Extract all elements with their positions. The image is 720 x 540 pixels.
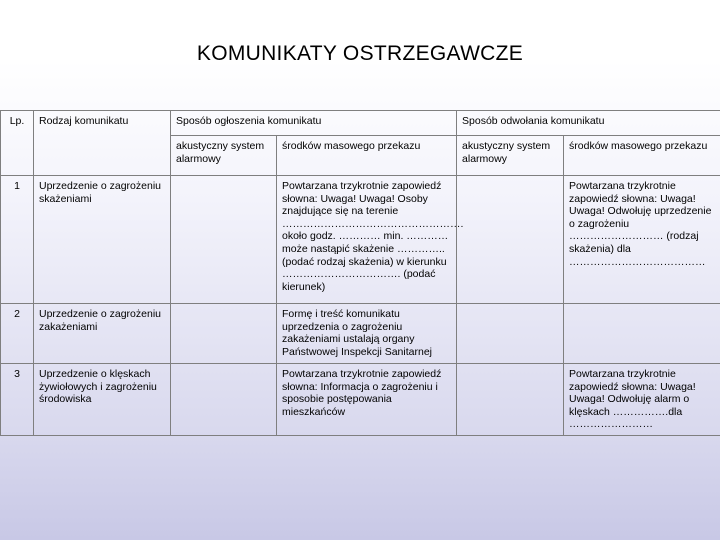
header-odw-akustyczny: akustyczny system alarmowy [457, 136, 564, 176]
table-row [1, 364, 720, 436]
page-title: KOMUNIKATY OSTRZEGAWCZE [196, 42, 524, 65]
row-odw-akustyczny [457, 364, 564, 436]
row-ogl-akustyczny [171, 176, 277, 304]
row-lp: 2 [1, 304, 34, 364]
header-ogl-akustyczny: akustyczny system alarmowy [171, 136, 277, 176]
row-rodzaj: Uprzedzenie o klęskach żywiołowych i zagrożeniu środowiska [34, 364, 171, 436]
header-ogloszenie: Sposób ogłoszenia komunikatu [171, 111, 457, 136]
row-ogl-akustyczny [171, 304, 277, 364]
row-rodzaj: Uprzedzenie o zagrożeniu skażeniami [34, 176, 171, 304]
header-odwolanie: Sposób odwołania komunikatu [457, 111, 720, 136]
row-ogl-srodki: Powtarzana trzykrotnie zapowiedź słowna: Uwaga! Uwaga! Osoby znajdujące się na terenie ……………………………………………. około godz. ………… min. ………… może nastąpić skażenie ………….. (podać rodzaj skażenia) w kierunku ……………………………. (podać kierunek) [277, 176, 457, 304]
row-lp: 3 [1, 364, 34, 436]
row-rodzaj: Uprzedzenie o zagrożeniu zakażeniami [34, 304, 171, 364]
warnings-table [0, 110, 720, 436]
row-ogl-srodki: Powtarzana trzykrotnie zapowiedź słowna: Informacja o zagrożeniu i sposobie postępowania mieszkańców [277, 364, 457, 436]
header-ogl-srodki: środków masowego przekazu [277, 136, 457, 176]
row-odw-akustyczny [457, 176, 564, 304]
row-ogl-srodki: Formę i treść komunikatu uprzedzenia o zagrożeniu zakażeniami ustalają organy Państwowej Inspekcji Sanitarnej [277, 304, 457, 364]
table-row [1, 176, 720, 304]
row-odw-akustyczny [457, 304, 564, 364]
row-odw-srodki: Powtarzana trzykrotnie zapowiedź słowna: Uwaga! Uwaga! Odwołuję uprzedzenie o zagrożeniu ……………………… (rodzaj skażenia) dla ………………………………… [564, 176, 720, 304]
header-lp: Lp. [1, 111, 34, 176]
row-odw-srodki [564, 304, 720, 364]
header-rodzaj: Rodzaj komunikatu [34, 111, 171, 176]
header-row [1, 111, 720, 136]
row-lp: 1 [1, 176, 34, 304]
row-ogl-akustyczny [171, 364, 277, 436]
header-odw-srodki: środków masowego przekazu [564, 136, 720, 176]
row-odw-srodki: Powtarzana trzykrotnie zapowiedź słowna: Uwaga! Uwaga! Odwołuję alarm o klęskach …………….dla …………………… [564, 364, 720, 436]
table-row [1, 304, 720, 364]
